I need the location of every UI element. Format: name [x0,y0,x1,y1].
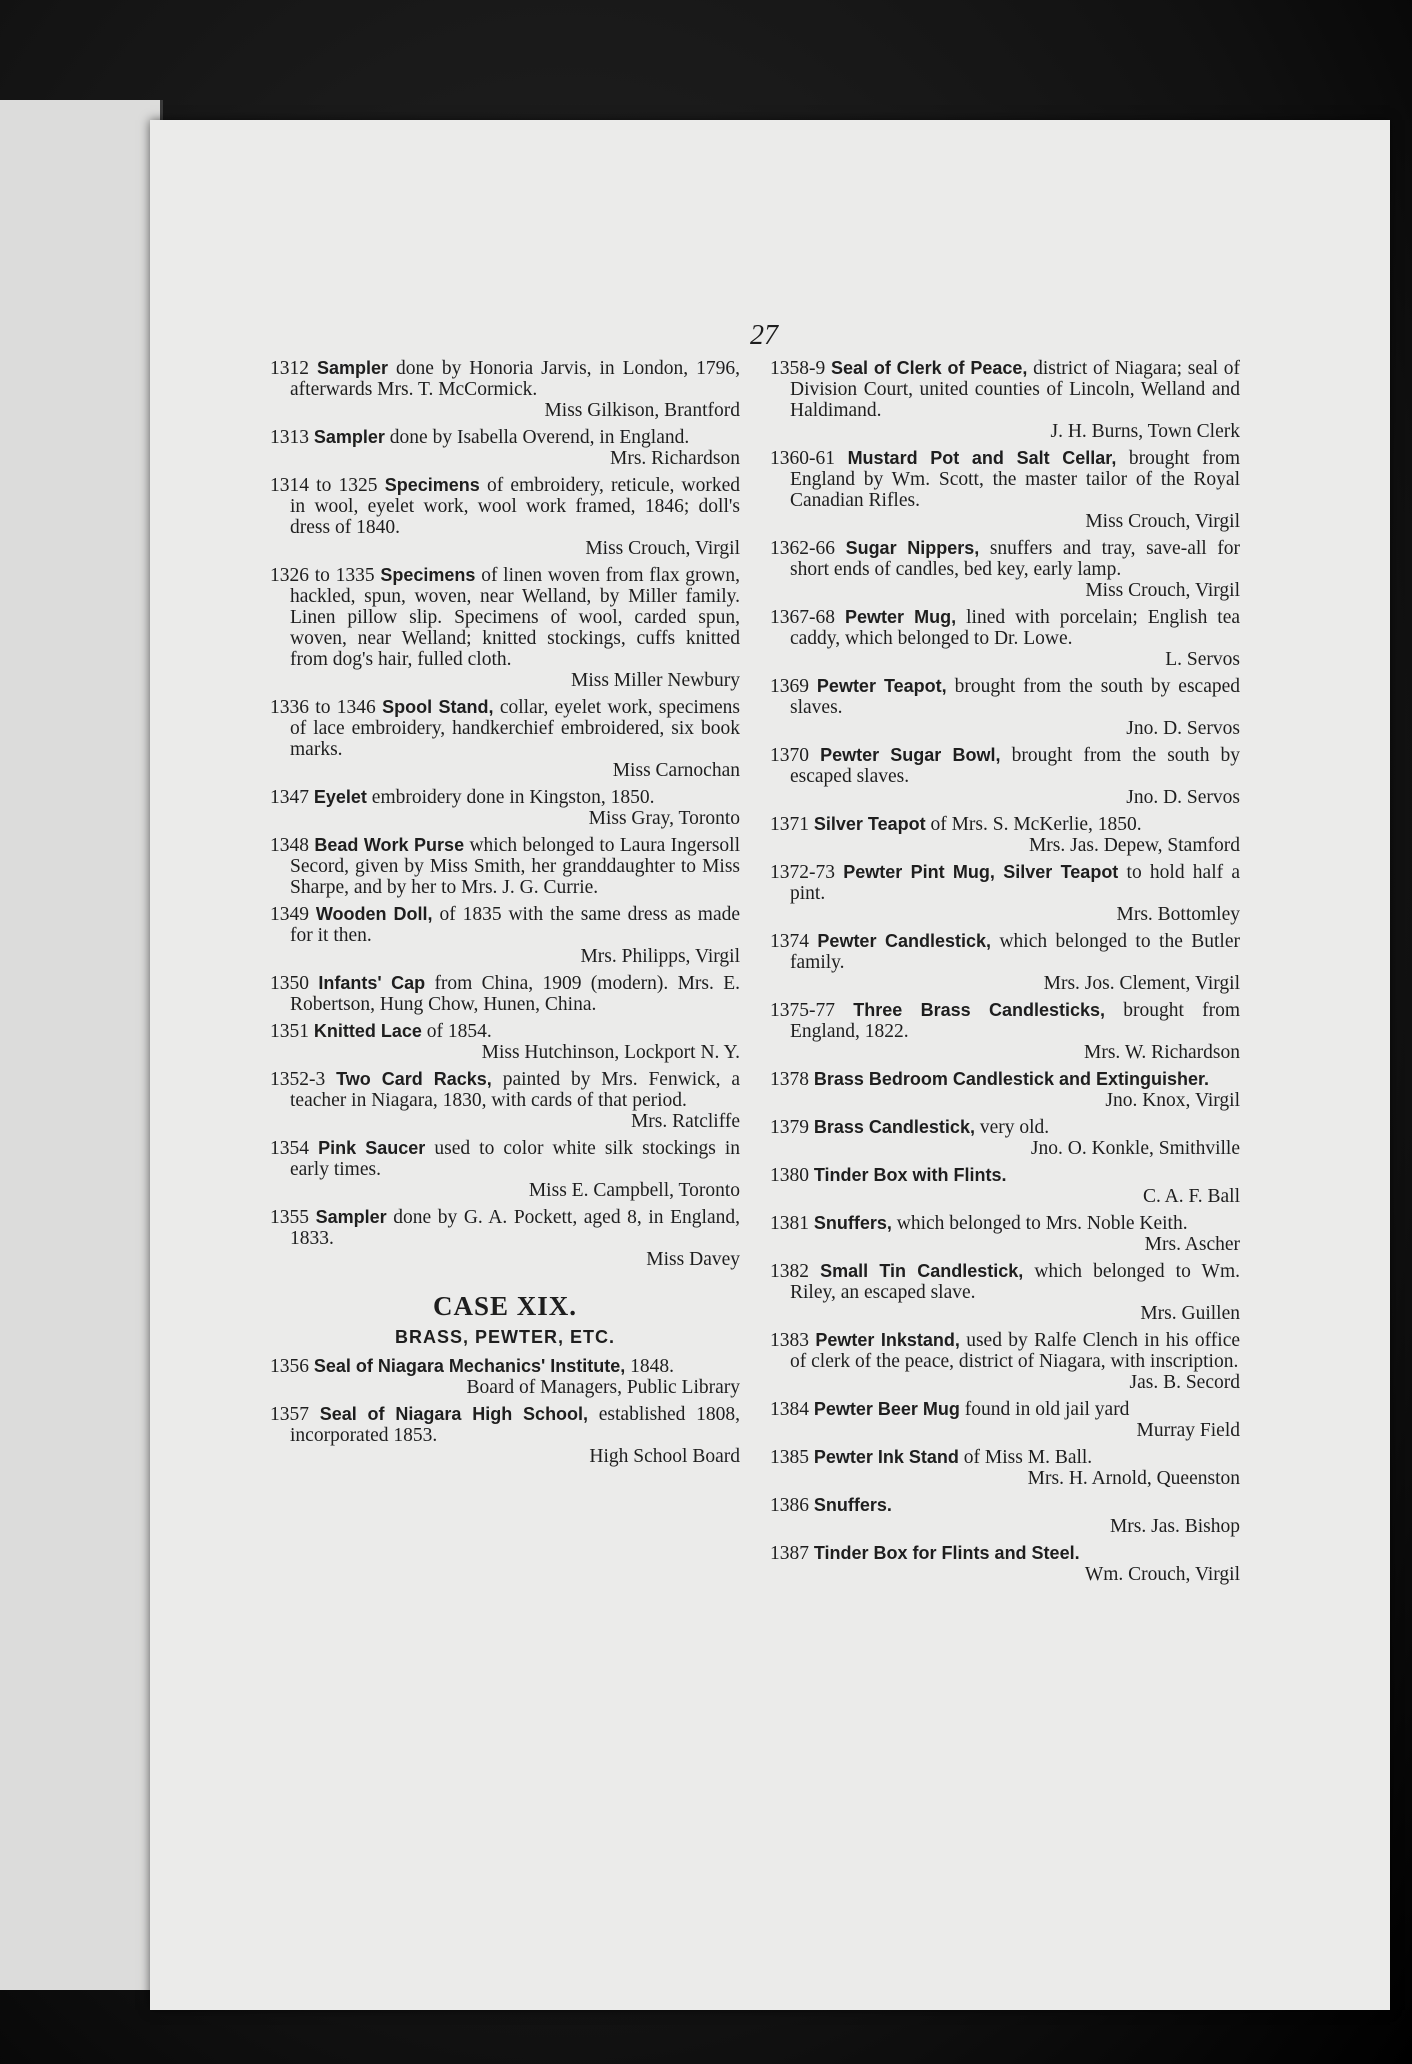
entry-description [770,1543,1240,1564]
entry-title: Two Card Racks, [336,1069,492,1089]
entry-title: Pewter Pint Mug, Silver Teapot [843,862,1119,882]
catalog-entry [270,787,740,829]
entry-number: 1372-73 [770,862,835,883]
entry-number: 1371 [770,814,809,835]
entry-description [270,475,740,538]
catalog-entry [770,358,1240,442]
entry-description [270,835,740,898]
catalog-entry [270,904,740,967]
entry-description [770,1495,1240,1516]
catalog-entry [770,676,1240,739]
entry-title: Tinder Box for Flints and Steel. [813,1543,1080,1563]
catalog-entry [270,835,740,898]
entry-number: 1349 [270,904,309,925]
entry-text: which belonged to the Butler family. [790,931,1241,973]
entry-title: Spool Stand, [382,697,494,717]
entry-donor: Miss E. Campbell, Toronto [528,1180,740,1201]
entry-donor: Wm. Crouch, Virgil [1084,1564,1240,1585]
entry-text: done by Honoria Jarvis, in London, 1796, afterwards Mrs. T. McCormick. [290,358,741,400]
entry-description [770,745,1240,787]
entry-donor: Miss Davey [646,1249,740,1270]
entry-title: Sugar Nippers, [845,538,980,558]
entry-title: Wooden Doll, [315,904,433,924]
entry-title: Pewter Mug, [845,607,957,627]
entry-title: Pewter Teapot, [816,676,947,696]
entry-description [770,676,1240,718]
entry-description [770,1165,1240,1186]
entry-description [770,814,1240,835]
entry-donor: Mrs. Guillen [1140,1303,1240,1324]
entry-number: 1378 [770,1069,809,1090]
entry-title: Snuffers, [813,1213,892,1233]
catalog-entry [270,973,740,1015]
entry-donor: Miss Crouch, Virgil [1085,511,1240,532]
entry-text: used by Ralfe Clench in his office of clerk of the peace, district of Niagara, with inscription. [790,1330,1240,1372]
entry-text: from China, 1909 (modern). Mrs. E. Robertson, Hung Chow, Hunen, China. [290,973,740,1015]
entry-description [770,1261,1240,1303]
entry-text: brought from the south by escaped slaves. [790,745,1241,787]
entry-title: Sampler [316,358,389,378]
entry-text: painted by Mrs. Fenwick, a teacher in Niagara, 1830, with cards of that period. [290,1069,741,1111]
entry-title: Three Brass Candlesticks, [853,1000,1105,1020]
catalog-entry [270,427,740,469]
entry-donor: J. H. Burns, Town Clerk [1050,421,1240,442]
entry-donor: Jno. D. Servos [1126,718,1240,739]
catalog-entry [770,1543,1240,1585]
catalog-entry [770,814,1240,856]
entry-number: 1314 to 1325 [270,475,378,496]
entry-number: 1356 [270,1356,309,1377]
catalog-entry [770,931,1240,994]
facing-page-edge [0,100,163,1990]
entry-donor: Mrs. Ratcliffe [630,1111,740,1132]
catalog-entry [770,1213,1240,1255]
entry-text: which belonged to Laura Ingersoll Secord, given by Miss Smith, her granddaughter to Miss Sharpe, and by her to Mrs. J. G. Currie. [290,835,740,898]
entry-number: 1370 [770,745,809,766]
entry-description [770,448,1240,511]
entry-donor: High School Board [589,1446,740,1467]
entry-number: 1352-3 [270,1069,326,1090]
catalog-entry [770,538,1240,601]
catalog-entry [270,1021,740,1063]
entry-number: 1369 [770,676,809,697]
entry-number: 1374 [770,931,809,952]
entry-text: brought from England, 1822. [790,1000,1240,1042]
left-case-entries [270,1356,740,1467]
left-column [270,358,740,1473]
entry-number: 1326 to 1335 [270,565,375,586]
entry-donor: Mrs. Ascher [1144,1234,1240,1255]
entry-number: 1360-61 [770,448,835,469]
entry-description [270,1138,740,1180]
entry-number: 1313 [270,427,309,448]
entry-description [270,904,740,946]
entry-number: 1384 [770,1399,809,1420]
catalog-entry [270,358,740,421]
entry-number: 1350 [270,973,309,994]
catalog-entry [270,1356,740,1398]
entry-description [270,973,740,1015]
entry-text: to hold half a pint. [790,862,1240,904]
entry-description [270,1021,740,1042]
entry-description [270,1404,740,1446]
entry-donor: Miss Crouch, Virgil [585,538,740,559]
entry-number: 1358-9 [770,358,826,379]
entry-title: Specimens [380,565,476,585]
catalog-entry [770,1000,1240,1063]
case-subheading: BRASS, PEWTER, ETC. [394,1327,615,1347]
entry-donor: Mrs. Richardson [610,448,740,469]
entry-donor: Miss Gilkison, Brantford [544,400,740,421]
entry-donor: Jno. O. Konkle, Smithville [1030,1138,1240,1159]
entry-title: Eyelet [313,787,367,807]
catalog-entry [270,565,740,691]
entry-number: 1348 [270,835,309,856]
entry-title: Infants' Cap [318,973,426,993]
entry-donor: C. A. F. Ball [1142,1186,1240,1207]
entry-description [770,931,1240,973]
entry-title: Sampler [315,1207,387,1227]
entry-title: Pewter Ink Stand [813,1447,959,1467]
entry-title: Seal of Niagara High School, [319,1404,589,1424]
entry-description [770,1330,1240,1372]
entry-number: 1357 [270,1404,309,1425]
catalog-entry [770,745,1240,808]
entry-number: 1312 [270,358,309,379]
entry-description [770,538,1240,580]
entry-text: brought from England by Wm. Scott, the master tailor of the Royal Canadian Rifles. [790,448,1241,511]
entry-text: which belonged to Mrs. Noble Keith. [896,1213,1188,1234]
document-page [150,120,1390,2010]
entry-description [270,358,740,400]
entry-donor: Mrs. Philipps, Virgil [580,946,740,967]
catalog-entry [770,1399,1240,1441]
entry-donor: Miss Carnochan [612,760,740,781]
entry-number: 1347 [270,787,309,808]
entry-donor: Jno. D. Servos [1126,787,1240,808]
entry-title: Knitted Lace [313,1021,422,1041]
catalog-entry [770,1330,1240,1393]
case-heading: CASE XIX. [432,1291,578,1321]
catalog-entry [270,1138,740,1201]
entry-text: lined with porcelain; English tea caddy, which belonged to Dr. Lowe. [790,607,1241,649]
catalog-entry [270,1207,740,1270]
catalog-entry [270,475,740,559]
entry-text: embroidery done in Kingston, 1850. [371,787,655,808]
entry-text: used to color white silk stockings in early times. [290,1138,741,1180]
entry-donor: Board of Managers, Public Library [466,1377,740,1398]
entry-title: Small Tin Candlestick, [820,1261,1024,1281]
entry-number: 1380 [770,1165,809,1186]
entry-title: Pewter Inkstand, [815,1330,960,1350]
catalog-entry [270,1069,740,1132]
entry-number: 1351 [270,1021,309,1042]
entry-description [270,697,740,760]
entry-text: done by Isabella Overend, in England. [389,427,690,448]
catalog-entry [770,1165,1240,1207]
entry-donor: L. Servos [1165,649,1240,670]
entry-number: 1375-77 [770,1000,835,1021]
entry-donor: Mrs. Jas. Bishop [1109,1516,1240,1537]
entry-title: Seal of Niagara Mechanics' Institute, [313,1356,626,1376]
entry-number: 1367-68 [770,607,835,628]
entry-description [770,1069,1240,1090]
entry-donor: Jas. B. Secord [1129,1372,1240,1393]
entry-number: 1385 [770,1447,809,1468]
entry-number: 1362-66 [770,538,835,559]
entry-description [270,565,740,670]
entry-description [770,1399,1240,1420]
entry-description [270,1069,740,1111]
entry-number: 1379 [770,1117,809,1138]
entry-text: collar, eyelet work, specimens of lace embroidery, handkerchief embroidered, six book marks. [290,697,741,760]
entry-title: Pewter Sugar Bowl, [820,745,1001,765]
catalog-entry [770,1117,1240,1159]
entry-number: 1381 [770,1213,809,1234]
entry-donor: Mrs. Jos. Clement, Virgil [1043,973,1240,994]
entry-donor: Mrs. Bottomley [1116,904,1240,925]
entry-donor: Mrs. Jas. Depew, Stamford [1028,835,1240,856]
entry-text: of Miss M. Ball. [963,1447,1093,1468]
entry-number: 1336 to 1346 [270,697,376,718]
entry-text: which belonged to Wm. Riley, an escaped slave. [790,1261,1241,1303]
entry-number: 1386 [770,1495,809,1516]
entry-title: Brass Bedroom Candlestick and Extinguisher. [813,1069,1209,1089]
entry-description [770,1213,1240,1234]
entry-number: 1355 [270,1207,309,1228]
catalog-entry [770,448,1240,532]
entry-text: of embroidery, reticule, worked in wool, eyelet work, wool work framed, 1846; doll's dress of 1840. [290,475,741,538]
entry-description [270,1356,740,1377]
catalog-entry [770,1495,1240,1537]
entry-text: snuffers and tray, save-all for short ends of candles, bed key, early lamp. [790,538,1240,580]
entry-title: Brass Candlestick, [813,1117,975,1137]
entry-donor: Mrs. W. Richardson [1084,1042,1240,1063]
entry-text: done by G. A. Pockett, aged 8, in England, 1833. [290,1207,741,1249]
entry-text: of 1854. [426,1021,492,1042]
entry-number: 1354 [270,1138,309,1159]
catalog-entry [770,1261,1240,1324]
entry-text: found in old jail yard [964,1399,1130,1420]
entry-text: 1848. [630,1356,674,1377]
right-column [770,358,1240,1591]
entry-number: 1387 [770,1543,809,1564]
left-entries [270,358,740,1270]
entry-donor: Jno. Knox, Virgil [1105,1090,1240,1111]
catalog-entry [770,862,1240,925]
entry-title: Pewter Candlestick, [817,931,992,951]
entry-donor: Miss Miller Newbury [571,670,740,691]
catalog-entry [270,1404,740,1467]
entry-title: Bead Work Purse [314,835,465,855]
entry-title: Snuffers. [813,1495,892,1515]
entry-donor: Miss Gray, Toronto [588,808,740,829]
entry-text: brought from the south by escaped slaves. [790,676,1241,718]
entry-title: Pewter Beer Mug [813,1399,960,1419]
entry-title: Mustard Pot and Salt Cellar, [847,448,1117,468]
entry-title: Pink Saucer [318,1138,426,1158]
entry-number: 1383 [770,1330,809,1351]
entry-title: Tinder Box with Flints. [813,1165,1007,1185]
entry-description [270,1207,740,1249]
entry-donor: Mrs. H. Arnold, Queenston [1027,1468,1240,1489]
entry-description [770,862,1240,904]
entry-text: district of Niagara; seal of Division Court, united counties of Lincoln, Welland and Haldimand. [790,358,1241,421]
entry-text: very old. [979,1117,1050,1138]
entry-text: of linen woven from flax grown, hackled, spun, woven, near Welland, by Miller family. Linen pillow slip. Specimens of wool, carded spun, woven, near Welland; knitted stockings, cuffs knitted from dog's hair, fulled cloth. [290,565,741,670]
catalog-entry [770,607,1240,670]
entry-text: of 1835 with the same dress as made for it then. [290,904,741,946]
entry-donor: Murray Field [1136,1420,1240,1441]
entry-title: Sampler [313,427,385,447]
catalog-entry [770,1069,1240,1111]
entry-description [770,1447,1240,1468]
entry-title: Specimens [384,475,480,495]
entry-donor: Miss Hutchinson, Lockport N. Y. [481,1042,740,1063]
right-entries [770,358,1240,1585]
entry-description [270,427,740,448]
entry-title: Seal of Clerk of Peace, [830,358,1028,378]
entry-number: 1382 [770,1261,809,1282]
entry-text: established 1808, incorporated 1853. [290,1404,740,1446]
catalog-entry [270,697,740,781]
page-number: 27 [750,320,778,351]
entry-donor: Miss Crouch, Virgil [1085,580,1240,601]
entry-description [270,787,740,808]
entry-text: of Mrs. S. McKerlie, 1850. [930,814,1142,835]
entry-description [770,1000,1240,1042]
catalog-entry [770,1447,1240,1489]
entry-description [770,607,1240,649]
entry-title: Silver Teapot [813,814,926,834]
entry-description [770,358,1240,421]
entry-description [770,1117,1240,1138]
